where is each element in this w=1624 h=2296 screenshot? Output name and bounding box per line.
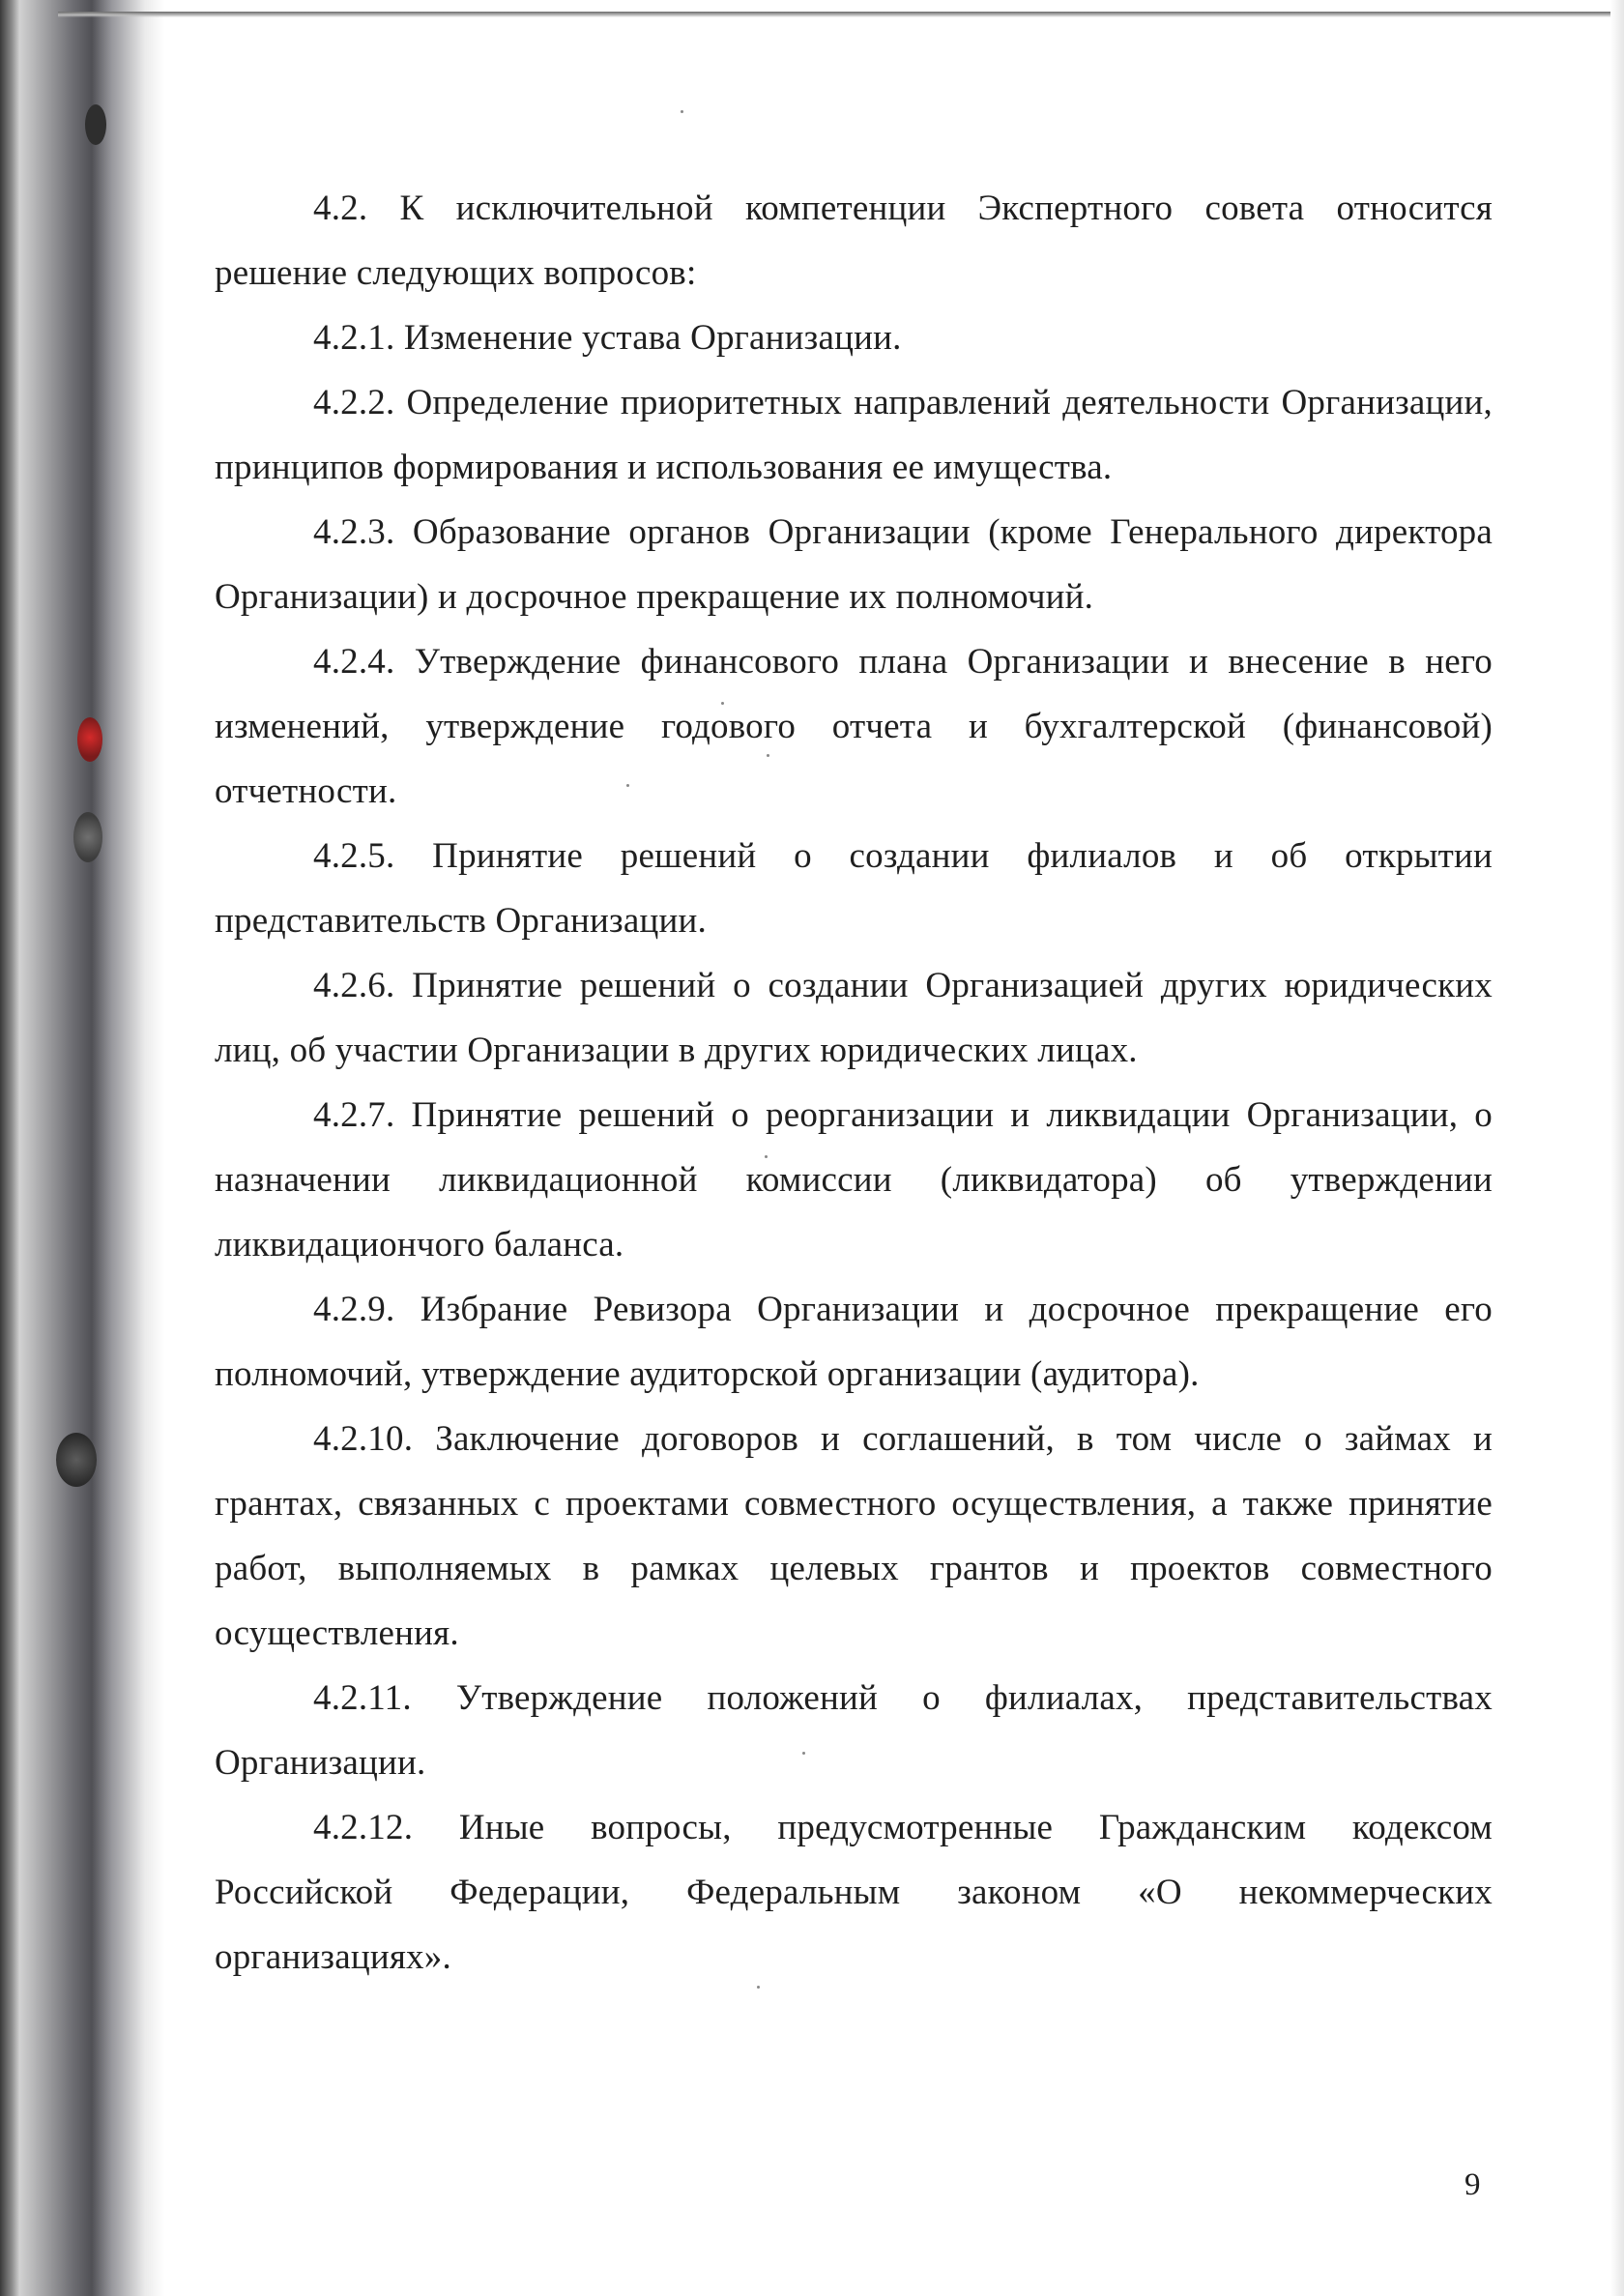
scan-left-edge xyxy=(0,0,19,2296)
scan-right-edge xyxy=(1610,0,1624,2296)
paragraph-4-2: 4.2. К исключительной компетенции Экспертного совета относится решение следующих вопросов: xyxy=(215,189,1493,293)
scan-top-edge xyxy=(58,12,1624,17)
paragraph-4-2-5: 4.2.5. Принятие решений о создании филиалов и об открытии представительств Организации. xyxy=(215,836,1493,941)
binder-hole-icon xyxy=(56,1433,97,1487)
paragraph-4-2-4: 4.2.4. Утверждение финансового плана Организации и внесение в него изменений, утверждение годового отчета и бухгалтерской (финансовой) отчетности. xyxy=(215,642,1493,811)
paragraph-4-2-10: 4.2.10. Заключение договоров и соглашений, в том числе о займах и грантах, связанных с проектами совместного осуществления, а также принятие работ, выполняемых в рамках целевых грантов и проектов совместного осуществления. xyxy=(215,1419,1493,1653)
paragraph-4-2-6: 4.2.6. Принятие решений о создании Организацией других юридических лиц, об участии Организации в других юридических лицах. xyxy=(215,966,1493,1070)
paragraph-4-2-2: 4.2.2. Определение приоритетных направлений деятельности Организации, принципов формирования и использования ее имущества. xyxy=(215,383,1493,487)
binder-hole-icon xyxy=(73,812,102,862)
paragraph-4-2-12: 4.2.12. Иные вопросы, предусмотренные Гражданским кодексом Российской Федерации, Федеральным законом «О некоммерческих организациях». xyxy=(215,1808,1493,1977)
paragraph-4-2-9: 4.2.9. Избрание Ревизора Организации и досрочное прекращение его полномочий, утверждение аудиторской организации (аудитора). xyxy=(215,1290,1493,1394)
binding-shadow xyxy=(19,0,164,2296)
paragraph-4-2-7: 4.2.7. Принятие решений о реорганизации и ликвидации Организации, о назначении ликвидационной комиссии (ликвидатора) об утверждении ликвидациончого баланса. xyxy=(215,1095,1493,1264)
document-body xyxy=(215,176,1493,1990)
page-number: 9 xyxy=(1464,2167,1481,2202)
paragraph-4-2-1: 4.2.1. Изменение устава Организации. xyxy=(313,318,902,358)
scan-speck xyxy=(681,110,683,113)
paragraph-4-2-3: 4.2.3. Образование органов Организации (кроме Генерального директора Организации) и досрочное прекращение их полномочий. xyxy=(215,512,1493,617)
binder-hole-icon xyxy=(85,104,106,145)
binder-hole-icon xyxy=(77,717,102,762)
paragraph-4-2-11: 4.2.11. Утверждение положений о филиалах, представительствах Организации. xyxy=(215,1678,1493,1783)
